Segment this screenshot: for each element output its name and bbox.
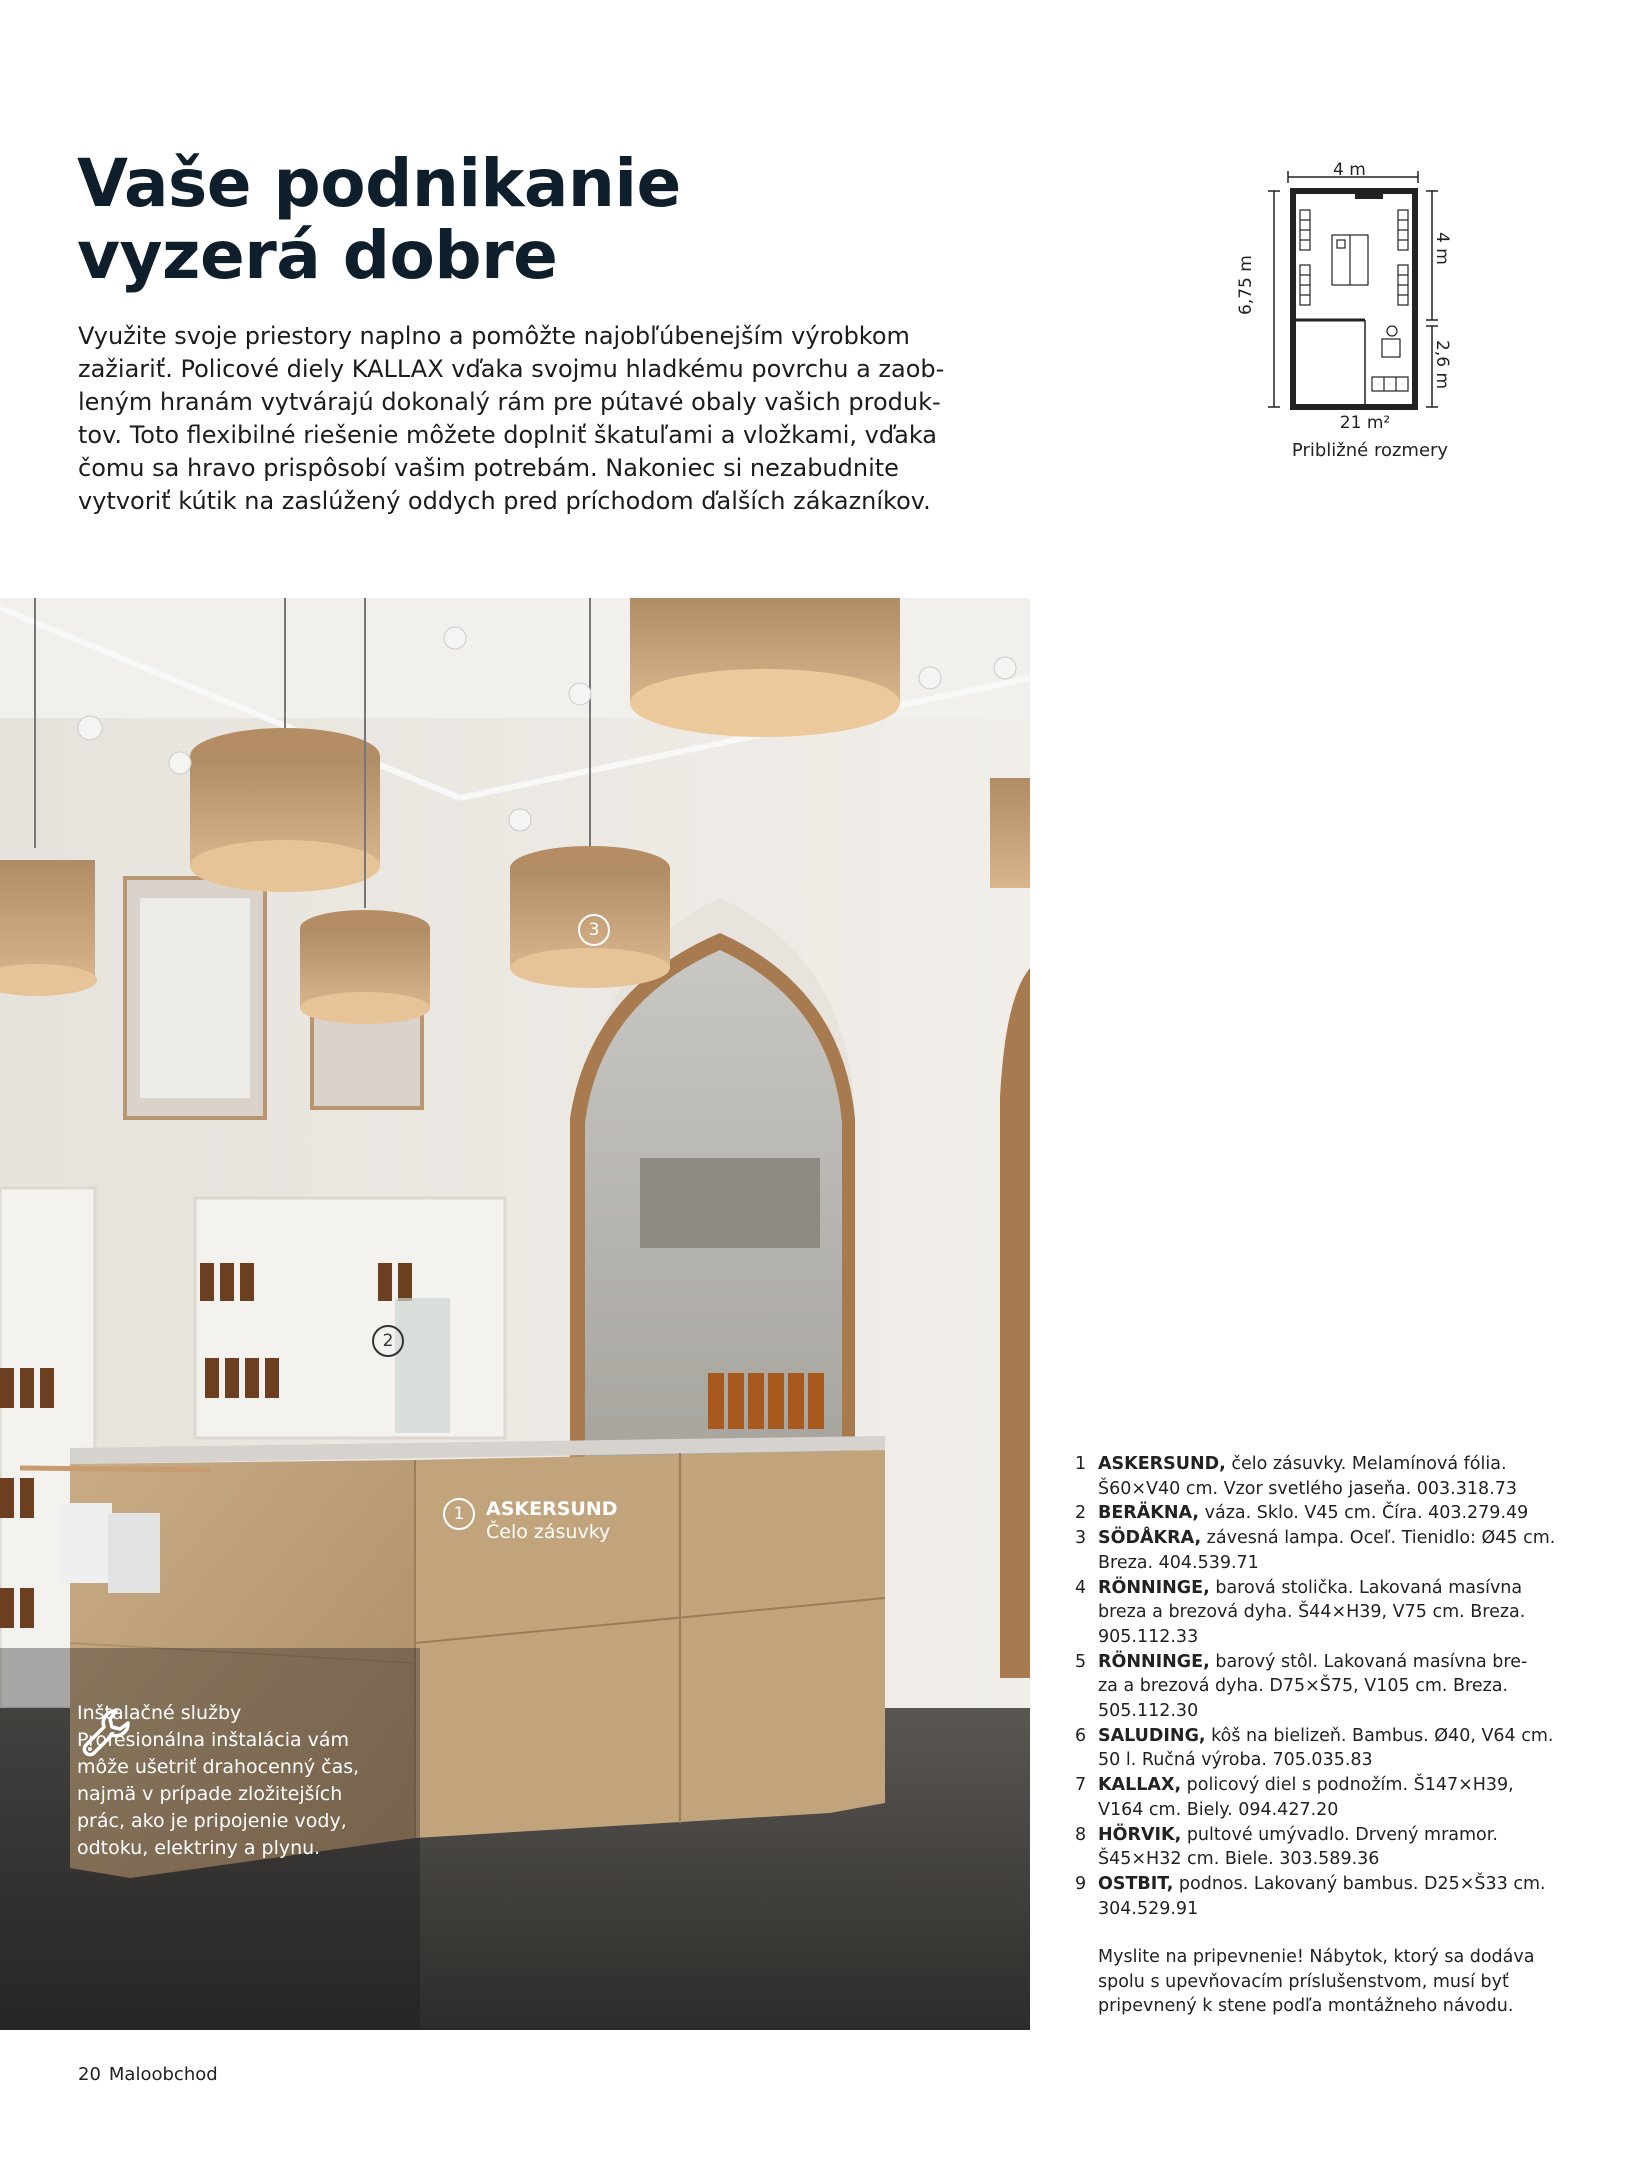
product-desc: 505.112.30	[1098, 1701, 1199, 1722]
product-name: KALLAX,	[1098, 1775, 1182, 1796]
product-name: ASKERSUND,	[1098, 1454, 1226, 1474]
product-name: RÖNNINGE,	[1098, 1651, 1210, 1672]
product-list	[1075, 1452, 1556, 1921]
product-number: 1	[1075, 1454, 1087, 1474]
product-name: RÖNNINGE,	[1098, 1577, 1210, 1598]
mounting-note	[1098, 1945, 1538, 2019]
installation-services-box	[77, 1700, 377, 1862]
product-item	[1075, 1823, 1535, 1872]
service-line: Profesionálna inštalácia vám	[77, 1729, 350, 1751]
service-line: prác, ako je pripojenie vody,	[77, 1810, 347, 1832]
product-number: 3	[1075, 1528, 1087, 1549]
intro-line: vytvoriť kútik na zaslúžený oddych pred príchodom ďalších zákazníkov.	[78, 487, 931, 515]
product-item	[1075, 1576, 1535, 1650]
product-desc: kôš na bielizeň. Bambus. Ø40, V64 cm.	[1205, 1725, 1554, 1746]
product-desc: 905.112.33	[1098, 1626, 1199, 1647]
product-desc: váza. Sklo. V45 cm. Číra. 403.279.49	[1199, 1503, 1529, 1524]
product-name: SÖDÅKRA,	[1098, 1528, 1202, 1549]
callout-3: 3	[578, 914, 610, 946]
askersund-label-subtitle: Čelo zásuvky	[486, 1521, 611, 1543]
page-footer	[78, 2064, 218, 2085]
product-desc: breza a brezová dyha. Š44×H39, V75 cm. Breza.	[1098, 1602, 1526, 1623]
product-desc: 50 l. Ručná výroba. 705.035.83	[1098, 1750, 1373, 1771]
intro-line: leným hranám vytvárajú dokonalý rám pre pútavé obaly vašich produk-	[78, 388, 941, 416]
product-item	[1075, 1650, 1535, 1724]
plan-front-label: 4 m	[1432, 232, 1452, 265]
product-desc: Š45×H32 cm. Biele. 303.589.36	[1098, 1849, 1380, 1870]
product-number: 8	[1075, 1824, 1087, 1845]
product-number: 5	[1075, 1651, 1087, 1672]
intro-paragraph	[78, 320, 945, 518]
product-desc: pultové umývadlo. Drvený mramor.	[1181, 1824, 1498, 1845]
product-name: HÖRVIK,	[1098, 1824, 1182, 1845]
product-desc: barová stolička. Lakovaná masívna	[1209, 1577, 1523, 1598]
product-desc: podnos. Lakovaný bambus. D25×Š33 cm.	[1173, 1873, 1546, 1894]
plan-area-label: 21 m²	[1339, 413, 1391, 433]
plan-width-label: 4 m	[1333, 160, 1366, 180]
product-desc: barový stôl. Lakovaná masívna bre-	[1209, 1651, 1528, 1672]
note-line: pripevnený k stene podľa montážneho návodu.	[1098, 1996, 1514, 2017]
plan-back-label: 2,6 m	[1432, 340, 1452, 389]
callout-1: 1	[443, 1498, 475, 1530]
product-desc: policový diel s podnožím. Š147×H39,	[1181, 1775, 1514, 1796]
product-item	[1075, 1526, 1556, 1575]
askersund-photo-label	[486, 1498, 618, 1544]
plan-depth-label: 6,75 m	[1236, 255, 1256, 315]
askersund-label-title: ASKERSUND	[486, 1498, 618, 1520]
product-number: 2	[1075, 1503, 1087, 1524]
page-title-line-1: Vaše podnikanie	[77, 145, 681, 222]
intro-line: Využite svoje priestory naplno a pomôžte najobľúbenejším výrobkom	[78, 322, 910, 350]
product-item	[1075, 1872, 1546, 1921]
product-desc: závesná lampa. Oceľ. Tienidlo: Ø45 cm.	[1201, 1528, 1556, 1549]
product-desc: Breza. 404.539.71	[1098, 1552, 1259, 1573]
callout-2: 2	[372, 1325, 404, 1357]
product-desc: Š60×V40 cm. Vzor svetlého jaseňa. 003.318.73	[1098, 1478, 1517, 1499]
page-number: 20	[78, 2064, 101, 2085]
product-number: 9	[1075, 1873, 1087, 1894]
section-name: Maloobchod	[108, 2064, 218, 2085]
note-line: Myslite na pripevnenie! Nábytok, ktorý sa dodáva	[1098, 1947, 1535, 1967]
product-item	[1075, 1773, 1535, 1822]
intro-line: čomu sa hravo prispôsobí vašim potrebám. Nakoniec si nezabudnite	[78, 454, 899, 482]
product-name: SALUDING,	[1098, 1725, 1206, 1746]
product-number: 4	[1075, 1577, 1087, 1598]
product-desc: 304.529.91	[1098, 1898, 1199, 1919]
service-line: Inštalačné služby	[77, 1702, 242, 1724]
product-number: 6	[1075, 1725, 1087, 1746]
product-desc: čelo zásuvky. Melamínová fólia.	[1225, 1454, 1507, 1474]
page-title-line-2: vyzerá dobre	[77, 217, 558, 294]
service-line: najmä v prípade zložitejších	[77, 1783, 343, 1805]
page-title	[77, 145, 681, 294]
plan-caption: Približné rozmery	[1291, 440, 1449, 461]
intro-line: tov. Toto flexibilné riešenie môžete doplniť škatuľami a vložkami, vďaka	[78, 421, 937, 449]
product-desc: za a brezová dyha. D75×Š75, V105 cm. Breza.	[1098, 1676, 1509, 1697]
service-line: odtoku, elektriny a plynu.	[77, 1837, 321, 1859]
service-line: môže ušetriť drahocenný čas,	[77, 1756, 360, 1778]
product-item	[1075, 1501, 1535, 1526]
product-name: OSTBIT,	[1098, 1873, 1174, 1894]
product-desc: V164 cm. Biely. 094.427.20	[1098, 1799, 1339, 1820]
note-line: spolu s upevňovacím príslušenstvom, musí byť	[1098, 1971, 1509, 1992]
product-item	[1075, 1724, 1554, 1773]
product-item	[1075, 1452, 1535, 1501]
intro-line: zažiariť. Policové diely KALLAX vďaka svojmu hladkému povrchu a zaob-	[78, 355, 945, 383]
product-number: 7	[1075, 1775, 1087, 1796]
product-name: BERÄKNA,	[1098, 1503, 1200, 1524]
